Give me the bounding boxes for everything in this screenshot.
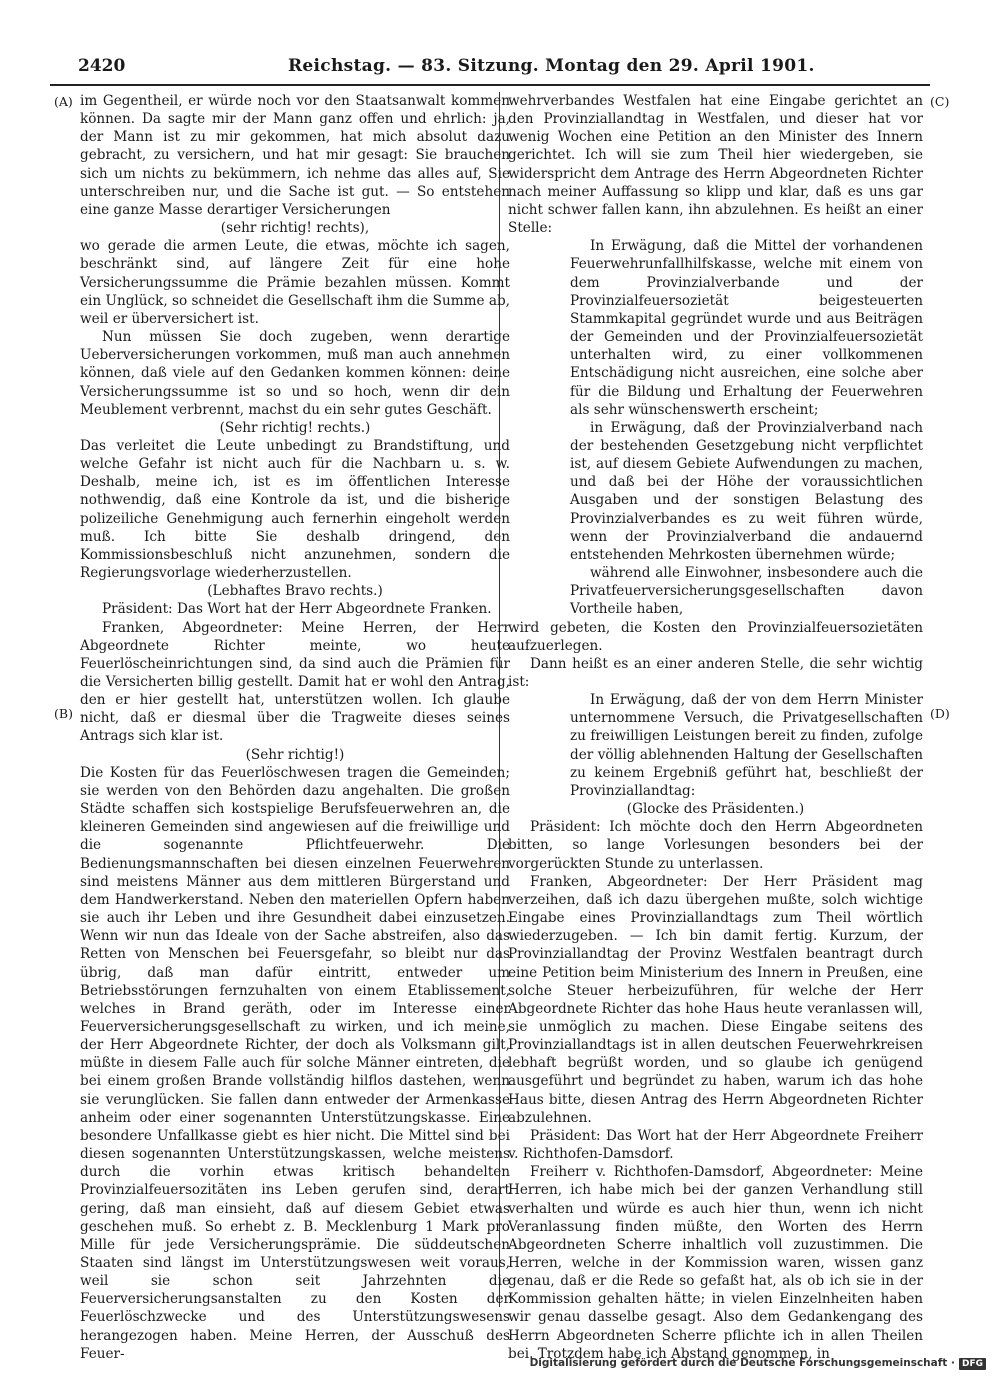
footer-text: Digitalisierung gefördert durch die Deutsche Forschungsgemeinschaft · <box>529 1357 955 1369</box>
header-rule <box>50 84 930 86</box>
interjection: (Sehr richtig! rechts.) <box>219 419 371 436</box>
speaker-paragraph: Franken, Abgeordneter: Der Herr Präsident mag verzeihen, daß ich dazu übergehen mußte, solch wichtige Eingabe eines Provinziallandtags zum Theil wörtlich wiederzugeben. — Ich bin damit fertig. Kurzum, der Provinziallandtag der Provinz Westfalen beantragt durch eine Petition beim Ministerium des Innern in Preußen, eine solche Steuer herbeizuführen, für welche der Herr Abgeordnete Richter das hohe Haus heute veranlassen will, sie unmöglich zu machen. Diese Eingabe seitens des Provinziallandtags ist in allen deutschen Feuerwehrkreisen lebhaft begrüßt worden, und so glaube ich genügend ausgeführt und begründet zu haben, warum ich das hohe Haus bitte, diesen Antrag des Herrn Abgeordneten Richter abzulehnen. <box>508 873 923 1126</box>
running-title: Reichstag. — 83. Sitzung. Montag den 29. April 1901. <box>288 56 815 76</box>
margin-marker-d: (D) <box>930 706 950 721</box>
speaker-paragraph: Präsident: Das Wort hat der Herr Abgeordnete Freiherr v. Richthofen-Damsdorf. <box>508 1127 923 1163</box>
interjection: (Sehr richtig!) <box>245 746 345 763</box>
footer-credit <box>530 1357 986 1370</box>
speaker-paragraph: Präsident: Das Wort hat der Herr Abgeordnete Franken. <box>102 601 492 618</box>
paragraph: wird gebeten, die Kosten den Provinzialfeuersozietäten aufzuerlegen. <box>508 619 923 654</box>
dfg-logo: DFG <box>959 1358 986 1370</box>
right-column <box>508 92 923 1363</box>
quoted-paragraph: In Erwägung, daß die Mittel der vorhandenen Feuerwehrunfallhilfskasse, welche mit einem von dem Provinzialverbande und der Provinzialfeuersozietät beigesteuerten Stammkapital gegründet wurde und aus Beiträgen der Gemeinden und der Provinzialfeuersozietät unterhalten wird, zu einer vollkommenen Entschädigung nicht ausreichen, eine solche aber für die Bildung und Erhaltung der Feuerwehren als sehr wünschenswerth erscheint; <box>570 238 923 418</box>
paragraph: wo gerade die armen Leute, die etwas, möchte ich sagen, beschränkt sind, auf längere Zeit für eine hohe Versicherungssumme die Prämie bezahlen müssen. Kommt ein Unglück, so schneidet die Gesellschaft ihm die Summe ab, weil er überversichert ist. <box>80 238 510 327</box>
quoted-paragraph: in Erwägung, daß der Provinzialverband nach der bestehenden Gesetzgebung nicht verpflichtet ist, auf diesem Gebiete Aufwendungen zu machen, und daß bei der Höhe der voraussichtlichen Ausgaben und der sonstigen Belastung des Provinzialverbandes es zu weit führen würde, wenn der Provinzialverband die andauernd entstehenden Mehrkosten übernehmen würde; <box>570 419 923 563</box>
left-column <box>80 92 510 1363</box>
paragraph: Nun müssen Sie doch zugeben, wenn derartige Ueberversicherungen vorkommen, muß man auch annehmen können, daß viele auf den Gedanken kommen können: deine Versicherungssumme ist so und so hoch, wenn dir dein Meublement verbrennt, machst du ein sehr gutes Geschäft. <box>80 329 510 418</box>
margin-marker-b: (B) <box>54 706 73 721</box>
page-number: 2420 <box>78 56 126 76</box>
paragraph: Das verleitet die Leute unbedingt zu Brandstiftung, und welche Gefahr ist nicht auch für die Nachbarn u. s. w. Deshalb, meine ich, ist es im öffentlichen Interesse nothwendig, daß eine Kontrole da ist, und die bisherige polizeiliche Genehmigung auch fernerhin eingeholt werden muß. Ich bitte Sie deshalb dringend, den Kommissionsbeschluß nicht anzunehmen, sondern die Regierungsvorlage wiederherzustellen. <box>80 437 510 582</box>
quoted-paragraph: In Erwägung, daß der von dem Herrn Minister unternommene Versuch, die Privatgesellschaften zu freiwilligen Leistungen bereit zu finden, zufolge der völlig ablehnenden Haltung der Gesellschaften zu keinem Ergebniß geführt hat, beschließt der Provinziallandtag: <box>570 692 923 799</box>
paragraph: im Gegentheil, er würde noch vor den Staatsanwalt kommen können. Da sagte mir der Mann ganz offen und ehrlich: ja, der Mann ist zu mir gekommen, hat mich absolut dazu gebracht, zu versichern, und hat mir gesagt: Sie brauchen sich um nichts zu bekümmern, ich nehme das alles auf, Sie unterschreiben nur, und die Sache ist gut. — So entstehen eine ganze Masse derartiger Versicherungen <box>80 93 510 218</box>
page-header <box>78 56 918 82</box>
margin-marker-a: (A) <box>54 94 73 109</box>
speaker-paragraph: Franken, Abgeordneter: Meine Herren, der Herr Abgeordnete Richter meinte, wo heute Feuerlöscheinrichtungen sind, da sind auch die Prämien für die Versicherten billig gestellt. Damit hat er wohl den Antrag, den er hier gestellt hat, unterstützen wollen. Ich glaube nicht, daß er diesmal über die Tragweite dieses seines Antrags sich klar ist. <box>80 619 510 745</box>
speaker-paragraph: Freiherr v. Richthofen-Damsdorf, Abgeordneter: Meine Herren, ich habe mich bei der ganzen Verhandlung still verhalten und würde es auch hier thun, wenn ich nicht Veranlassung finden müßte, den Worten des Herrn Abgeordneten Scherre inhaltlich voll zuzustimmen. Die Herren, welche in der Kommission waren, wissen ganz genau, daß er die Rede so gefaßt hat, als ob ich sie in der Kommission gehalten hätte; in vielen Einzelnheiten haben wir genau dasselbe gesagt. Also dem Gedankengang des Herrn Abgeordneten Scherre pflichte ich in allen Theilen bei. Trotzdem habe ich Abstand genommen, in <box>508 1164 923 1362</box>
margin-marker-c: (C) <box>930 94 950 109</box>
paragraph: Dann heißt es an einer anderen Stelle, die sehr wichtig ist: <box>508 655 923 690</box>
speaker-paragraph: Präsident: Ich möchte doch den Herrn Abgeordneten bitten, so lange Vorlesungen besonders bei der vorgerückten Stunde zu unterlassen. <box>508 819 923 872</box>
interjection: (Glocke des Präsidenten.) <box>626 801 805 818</box>
paragraph: wehrverbandes Westfalen hat eine Eingabe gerichtet an den Provinziallandtag in Westfalen, und dieser hat vor wenig Wochen eine Petition an den Minister des Innern gerichtet. Ich will sie zum Theil hier wiedergeben, sie widerspricht dem Antrage des Herrn Abgeordneten Richter nach meiner Auffassung so klipp und klar, daß es uns gar nicht schwer fallen kann, ihn abzulehnen. Es heißt an einer Stelle: <box>508 93 923 237</box>
quoted-paragraph: während alle Einwohner, insbesondere auch die Privatfeuerversicherungsgesellschaften davon Vortheile haben, <box>570 565 923 618</box>
interjection: (Lebhaftes Bravo rechts.) <box>207 583 383 600</box>
paragraph: Die Kosten für das Feuerlöschwesen tragen die Gemeinden; sie werden von den Behörden dazu angehalten. Die großen Städte schaffen sich kostspielige Berufsfeuerwehren an, die kleineren Gemeinden sind angewiesen auf die freiwillige und die sogenannte Pflichtfeuerwehr. Die Bedienungsmannschaften bei diesen einzelnen Feuerwehren sind meistens Männer aus dem mittleren Bürgerstand und dem Handwerkerstand. Neben den materiellen Opfern haben sie auch ihr Leben und ihre Gesundheit dabei einzusetzen. Wenn wir nun das Ideale von der Sache abstreifen, also das Retten von Menschen bei Feuersgefahr, so bleibt nur das übrig, daß man dafür eintritt, entweder um Betriebsstörungen fernzuhalten von einem Etablissement, welches in Brand geräth, oder im Interesse einer Feuerversicherungsgesellschaft zu wirken, und ich meine, der Herr Abgeordnete Richter, der doch als Volksmann gilt, müßte in diesem Falle auch für solche Männer eintreten, die bei einem großen Brande vollständig hilflos dastehen, wenn sie verunglücken. Sie fallen dann entweder der Armenkasse anheim oder einer sogenannten Unterstützungskasse. Eine besondere Unfallkasse giebt es hier nicht. Die Mittel sind bei diesen sogenannten Unterstützungskassen, welche meistens durch die vorhin etwas kritisch behandelten Provinzialfeuersozitäten ins Leben gerufen sind, derart gering, daß man einsieht, daß auf diesem Gebiet etwas geschehen muß. So erhebt z. B. Mecklenburg 1 Mark pro Mille für jede Versicherungsprämie. Die süddeutschen Staaten sind längst im Unterstützungswesen weit voraus, weil sie schon seit Jahrzehnten die Feuerversicherungsanstalten zu den Kosten der Feuerlöschzwecke und des Unterstützungswesens herangezogen haben. Meine Herren, der Ausschuß des Feuer- <box>80 764 510 1362</box>
interjection: (sehr richtig! rechts), <box>220 220 370 237</box>
